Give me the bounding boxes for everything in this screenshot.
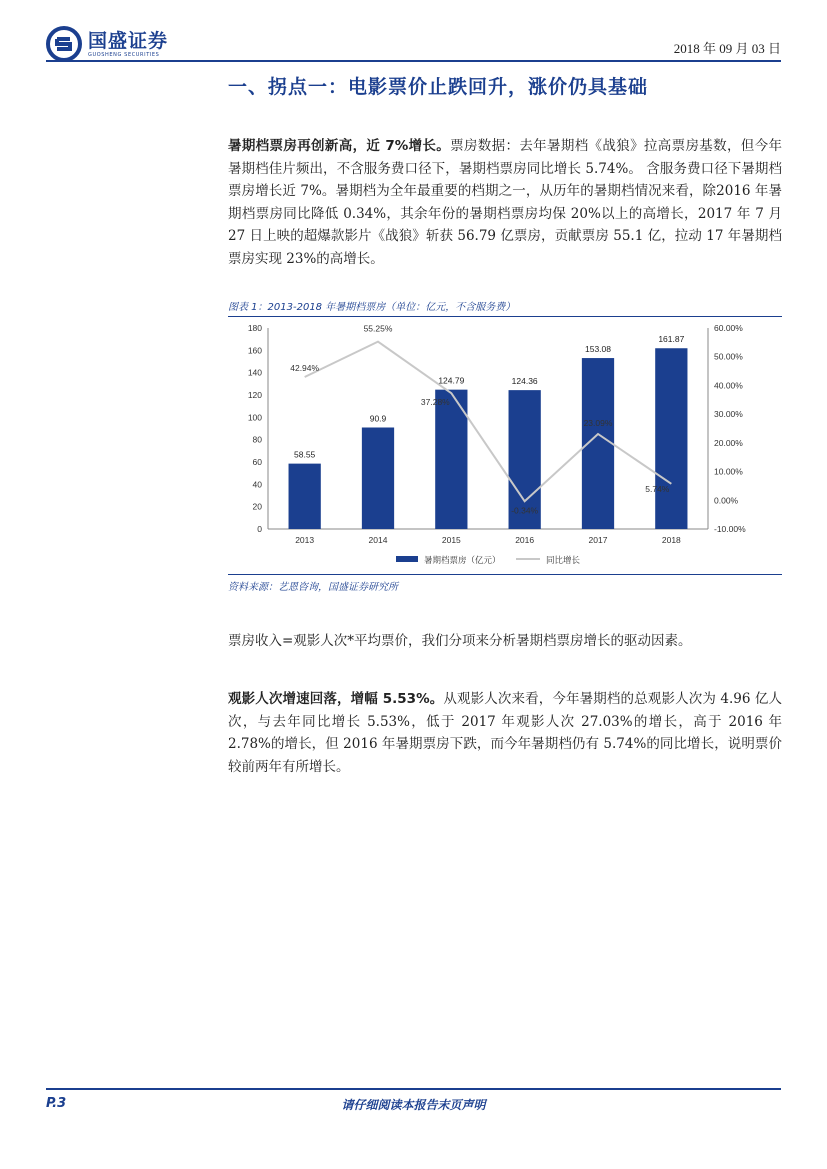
bar-2014 — [362, 427, 394, 529]
header-divider — [46, 60, 781, 62]
growth-value-label: 37.28% — [420, 397, 450, 408]
y-right-tick-label: -10.00% — [714, 524, 746, 534]
paragraph-body: 从观影人次来看，今年暑期档的总观影人次为 4.96 亿人次，与去年同比增长 5.53%，低于 2017 年观影人次 27.03%的增长，高于 2016 年 2.78%的增长，但 2016 年暑期票房下跌，而今年暑期档仍有 5.74%的同比增长，说明票价较前两年有所增长。 — [228, 691, 782, 775]
x-tick-label: 2017 — [588, 535, 608, 545]
paragraph-body: 票房数据：去年暑期档《战狼》拉高票房基数，但今年暑期档佳片频出，不含服务费口径下，暑期档票房同比增长 5.74%。 含服务费口径下暑期档票房增长近 7%。暑期档为全年最重要的档期之一，从历年的暑期档情况来看，除2016 年暑期档票房同比降低 0.34%，其余年份的暑期档票房均保 20%以上的高增长，2017 年 7 月 27 日上映的超爆款影片《战狼》斩获 56.79 亿票房，贡献票房 55.1 亿，拉动 17 年暑期档票房实现 23%的高增长。 — [228, 138, 782, 267]
y-right-tick-label: 40.00% — [714, 380, 743, 391]
paragraph-formula: 票房收入=观影人次*平均票价，我们分项来分析暑期档票房增长的驱动因素。 — [228, 633, 692, 649]
y-right-tick-label: 0.00% — [714, 495, 739, 506]
legend-bar-label: 暑期档票房（亿元） — [424, 556, 501, 566]
growth-value-label: 42.94% — [290, 362, 320, 373]
x-tick-label: 2018 — [661, 535, 681, 545]
bar-value-label: 124.79 — [438, 375, 465, 386]
chart-title: 图表 1：2013-2018 年暑期档票房（单位：亿元，不含服务费） — [228, 298, 782, 317]
bar-value-label: 58.55 — [294, 449, 316, 460]
page-number: P.3 — [46, 1096, 67, 1111]
bar-2013 — [289, 464, 321, 529]
y-right-tick-label: 20.00% — [714, 437, 743, 448]
y-left-tick-label: 40 — [252, 479, 262, 490]
logo-name-en: GUOSHENG SECURITIES — [88, 51, 160, 58]
growth-value-label: -0.34% — [511, 505, 539, 516]
company-logo — [46, 26, 168, 62]
x-tick-label: 2016 — [515, 535, 535, 545]
growth-value-label: 5.74% — [645, 483, 670, 494]
y-left-tick-label: 20 — [252, 501, 262, 512]
y-left-tick-label: 140 — [247, 367, 262, 378]
footer-disclaimer: 请仔细阅读本报告末页声明 — [341, 1098, 486, 1112]
y-left-tick-label: 120 — [247, 390, 262, 400]
summer-boxoffice-chart — [228, 318, 782, 572]
y-left-tick-label: 60 — [252, 457, 262, 467]
x-tick-label: 2015 — [441, 535, 461, 545]
growth-value-label: 23.09% — [583, 417, 613, 428]
bar-value-label: 90.9 — [369, 413, 387, 424]
chart-source: 资料来源：艺恩咨询，国盛证券研究所 — [228, 574, 782, 593]
bar-value-label: 153.08 — [585, 344, 611, 355]
report-date: 2018 年 09 月 03 日 — [673, 41, 781, 56]
paragraph-lead: 暑期档票房再创新高，近 7%增长。 — [228, 138, 451, 154]
y-right-tick-label: 30.00% — [714, 409, 743, 420]
bar-value-label: 124.36 — [511, 376, 538, 387]
y-left-tick-label: 80 — [252, 434, 262, 445]
x-tick-label: 2013 — [295, 535, 315, 545]
growth-rate-line — [305, 342, 672, 502]
y-right-tick-label: 10.00% — [714, 466, 743, 477]
y-right-tick-label: 50.00% — [714, 351, 743, 362]
y-left-tick-label: 100 — [247, 412, 262, 423]
footer-divider — [46, 1088, 781, 1090]
bar-value-label: 161.87 — [658, 334, 685, 345]
logo-name-cn: 国盛证券 — [88, 29, 169, 52]
guosheng-logo-icon — [46, 26, 82, 62]
legend-bar-swatch — [396, 556, 418, 562]
paragraph-lead: 观影人次增速回落，增幅 5.53%。 — [228, 691, 444, 707]
paragraph-audience — [228, 688, 782, 778]
y-left-tick-label: 160 — [247, 345, 262, 356]
legend-line-label: 同比增长 — [546, 556, 581, 566]
bar-2018 — [655, 348, 687, 529]
section-title: 一、拐点一：电影票价止跌回升，涨价仍具基础 — [228, 76, 649, 98]
y-right-tick-label: 60.00% — [714, 323, 743, 333]
paragraph-summer-boxoffice — [228, 135, 782, 270]
growth-value-label: 55.25% — [363, 323, 393, 334]
y-left-tick-label: 180 — [247, 323, 262, 333]
x-tick-label: 2014 — [368, 535, 388, 545]
y-left-tick-label: 0 — [257, 524, 262, 534]
